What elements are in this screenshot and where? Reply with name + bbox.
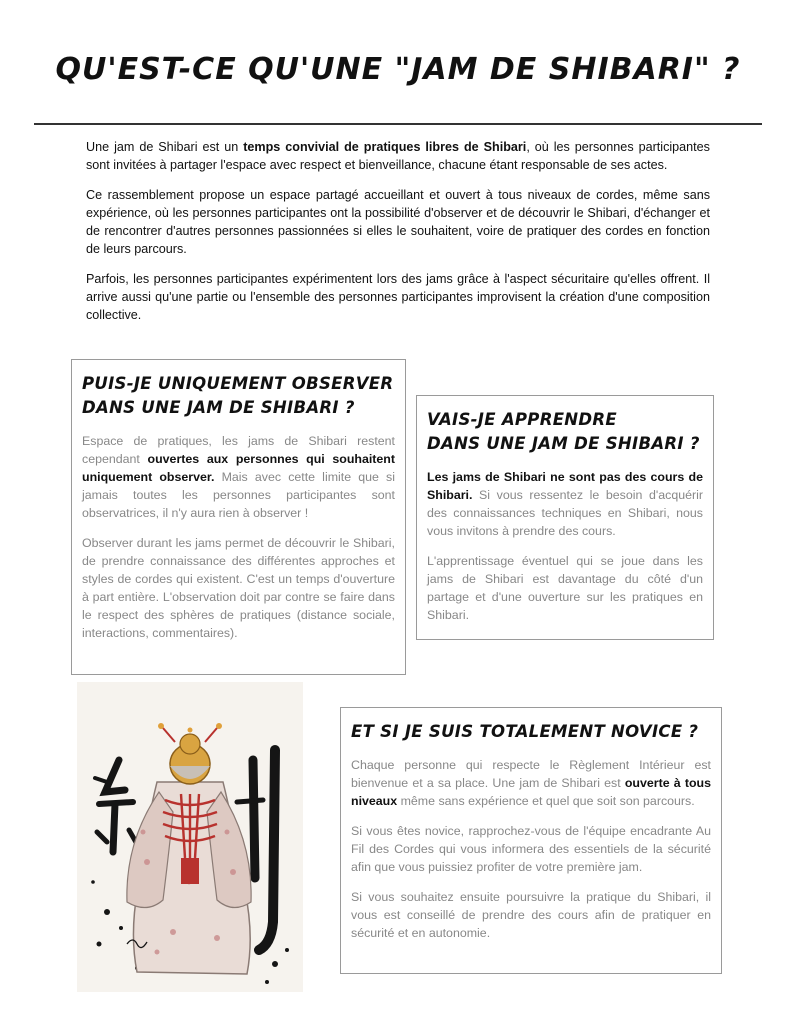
shibari-ink-illustration — [77, 682, 303, 992]
intro-paragraph-3: Parfois, les personnes participantes expérimentent lors des jams grâce à l'aspect sécuritaire qu'elles offrent. Il arrive aussi qu'une partie ou l'ensemble des personnes participantes improvisent la création d'une composition collective. — [86, 272, 710, 322]
observe-paragraph-1: Espace de pratiques, les jams de Shibari restent cependant ouvertes aux personnes qui souhaitent uniquement observer. Mais avec cette limite que si jamais toutes les personnes participantes sont observatrices, il n'y aura rien à observer ! — [82, 434, 395, 520]
title-divider — [34, 123, 762, 125]
learn-box-title: VAIS-JE APPRENDRE DANS UNE JAM DE SHIBARI ? — [427, 410, 700, 453]
learn-paragraph-1: Les jams de Shibari ne sont pas des cours de Shibari. Si vous ressentez le besoin d'acquérir des connaissances techniques en Shibari, nous vous invitons à prendre des cours. — [427, 470, 703, 538]
intro-paragraph-1: Une jam de Shibari est un temps convivial de pratiques libres de Shibari, où les personnes participantes sont invitées à partager l'espace avec respect et bienveillance, chacune étant responsable de ses actes. — [86, 140, 710, 172]
novice-paragraph-2: Si vous êtes novice, rapprochez-vous de l'équipe encadrante Au Fil des Cordes qui vous informera des essentiels de la sécurité afin que vous puissiez profiter de votre première jam. — [351, 824, 711, 874]
intro-section — [86, 138, 710, 336]
learn-paragraph-2: L'apprentissage éventuel qui se joue dans les jams de Shibari est davantage du côté d'un partage et d'une ouverture sur les pratiques en Shibari. — [427, 554, 703, 622]
novice-box-title: ET SI JE SUIS TOTALEMENT NOVICE ? — [351, 722, 699, 741]
observe-paragraph-2: Observer durant les jams permet de découvrir le Shibari, de prendre connaissance des différentes approches et styles de cordes qui existent. C'est un temps d'ouverture à part entière. L'observation doit par contre se faire dans le respect des sphères de pratiques (distance sociale, interactions, commentaires). — [82, 536, 395, 640]
intro-paragraph-2: Ce rassemblement propose un espace partagé accueillant et ouvert à tous niveaux de cordes, même sans expérience, où les personnes participantes ont la possibilité d'observer et de découvrir le Shibari, d'échanger et de rencontrer d'autres personnes passionnées si elles le souhaitent, voire de pratiquer des cordes en fonction de leurs parcours. — [86, 188, 710, 256]
observe-box-title: PUIS-JE UNIQUEMENT OBSERVER DANS UNE JAM DE SHIBARI ? — [82, 374, 394, 417]
novice-paragraph-3: Si vous souhaitez ensuite poursuivre la pratique du Shibari, il vous est conseillé de prendre des cours afin de pratiquer en sécurité et en autonomie. — [351, 890, 711, 940]
page-title: QU'EST-CE QU'UNE "JAM DE SHIBARI" ? — [55, 52, 741, 87]
learn-info-box — [416, 395, 714, 640]
novice-paragraph-1: Chaque personne qui respecte le Règlement Intérieur est bienvenue et a sa place. Une jam de Shibari est ouverte à tous niveaux même sans expérience et quel que soit son parcours. — [351, 758, 711, 808]
observe-info-box — [71, 359, 406, 675]
novice-info-box — [340, 707, 722, 974]
